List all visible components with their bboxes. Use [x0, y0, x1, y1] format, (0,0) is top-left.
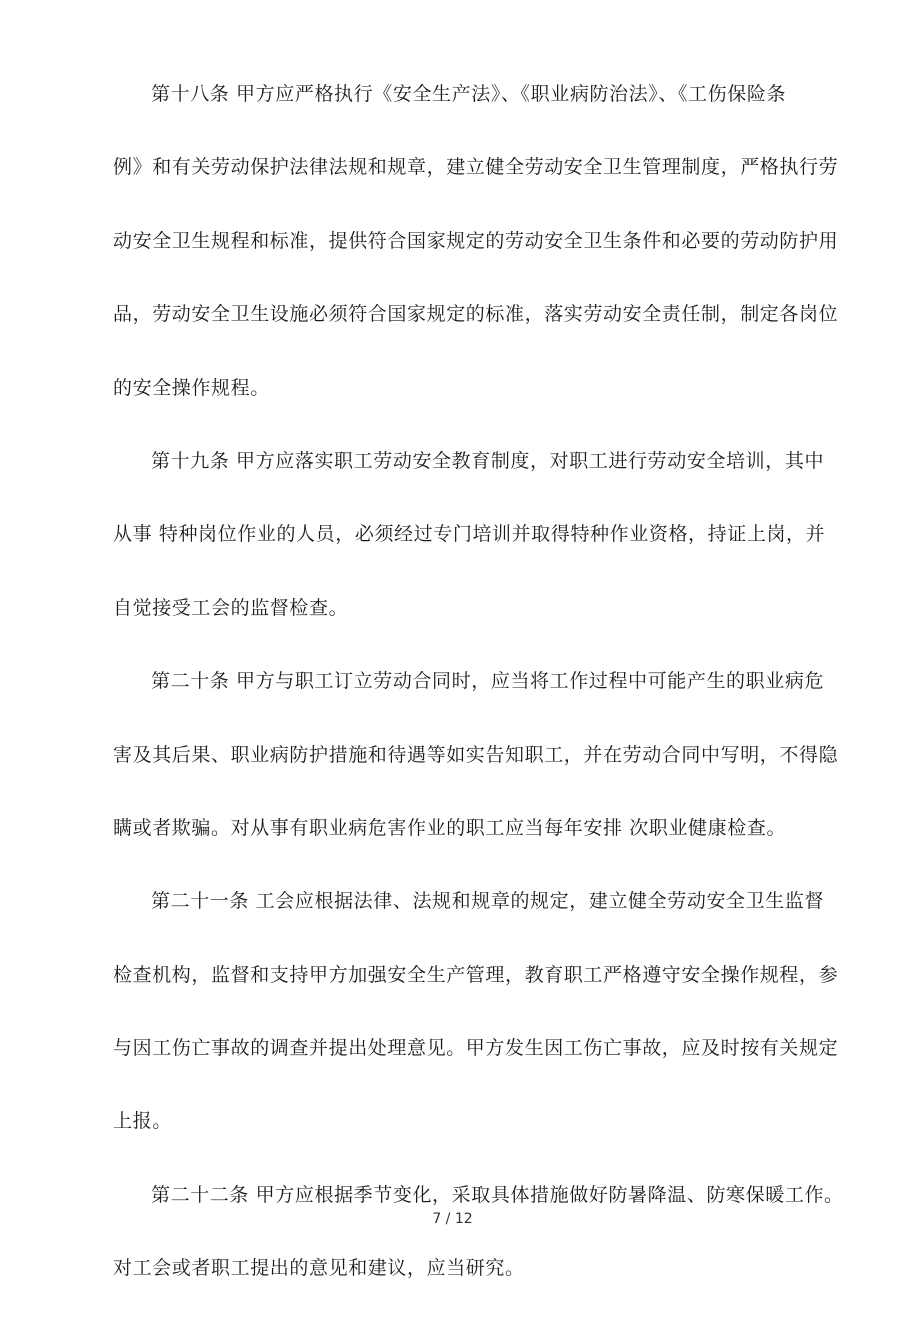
article-19-line-1: 第十九条 甲方应落实职工劳动安全教育制度，对职工进行劳动安全培训，其中	[151, 449, 825, 472]
article-20-line-2: 害及其后果、职业病防护措施和待遇等如实告知职工，并在劳动合同中写明，不得隐	[113, 743, 839, 766]
article-21-line-2: 检查机构，监督和支持甲方加强安全生产管理，教育职工严格遵守安全操作规程，参	[113, 963, 839, 986]
article-18-line-5: 的安全操作规程。	[113, 376, 270, 399]
article-22-line-1: 第二十二条 甲方应根据季节变化，采取具体措施做好防暑降温、防寒保暖工作。	[151, 1183, 844, 1206]
article-19-line-3: 自觉接受工会的监督检查。	[113, 596, 349, 619]
article-18-line-1: 第十八条 甲方应严格执行《安全生产法》、《职业病防治法》、《工伤保险条	[151, 83, 787, 105]
page-indicator: 7 / 12	[432, 1211, 473, 1227]
article-21-line-4: 上报。	[113, 1110, 172, 1133]
article-21-line-1: 第二十一条 工会应根据法律、法规和规章的规定，建立健全劳动安全卫生监督	[151, 890, 825, 913]
article-22-line-2: 对工会或者职工提出的意见和建议，应当研究。	[113, 1257, 525, 1280]
article-20-line-1: 第二十条 甲方与职工订立劳动合同时，应当将工作过程中可能产生的职业病危	[151, 670, 825, 693]
document-body	[113, 70, 844, 1318]
article-21-line-3: 与因工伤亡事故的调查并提出处理意见。甲方发生因工伤亡事故，应及时按有关规定	[113, 1037, 839, 1060]
article-20-line-3: 瞒或者欺骗。对从事有职业病危害作业的职工应当每年安排 次职业健康检查。	[113, 816, 787, 839]
article-19-line-2: 从事 特种岗位作业的人员，必须经过专门培训并取得特种作业资格，持证上岗，并	[113, 523, 826, 546]
article-18-line-3: 动安全卫生规程和标准，提供符合国家规定的劳动安全卫生条件和必要的劳动防护用	[113, 229, 839, 252]
article-18-line-2: 例》和有关劳动保护法律法规和规章，建立健全劳动安全卫生管理制度，严格执行劳	[113, 156, 839, 179]
article-18-line-4: 品，劳动安全卫生设施必须符合国家规定的标准，落实劳动安全责任制，制定各岗位	[113, 303, 839, 326]
